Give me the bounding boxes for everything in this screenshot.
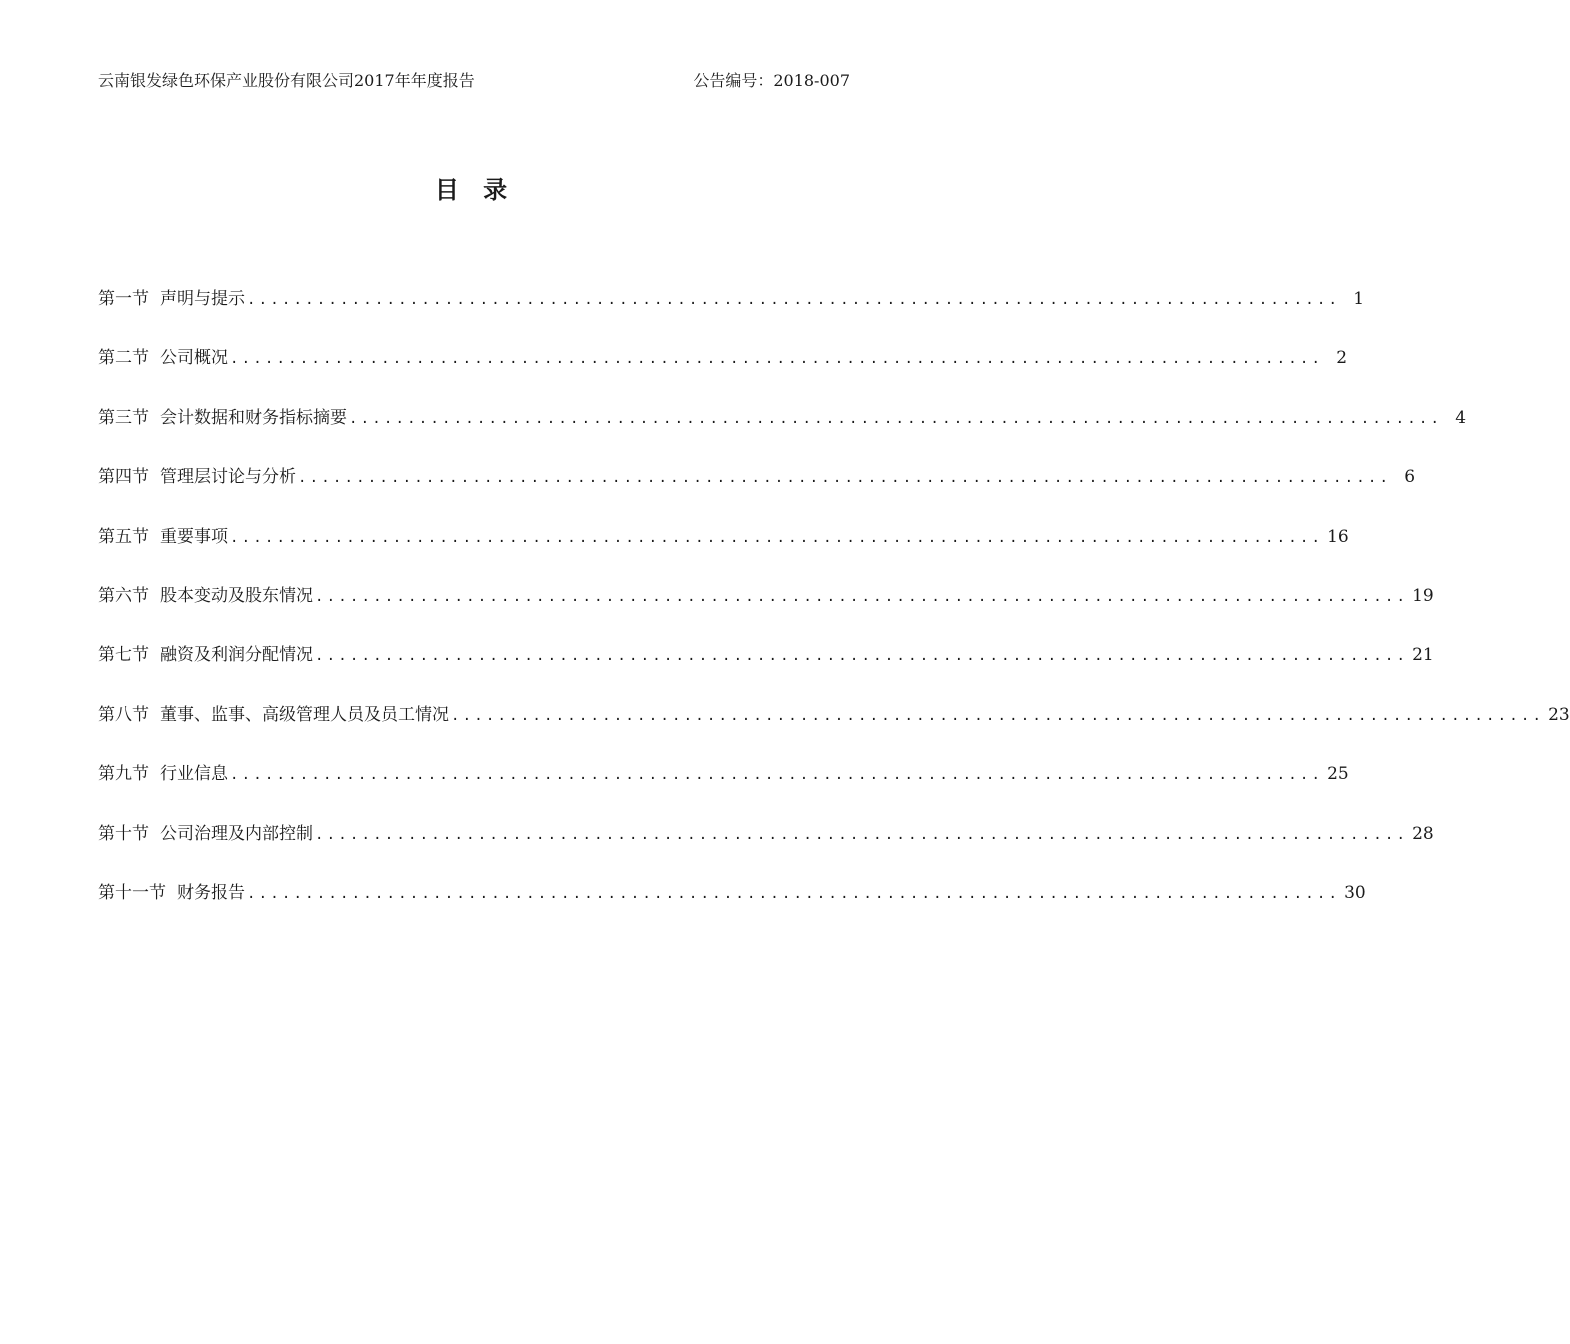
toc-entry-3[interactable] <box>98 400 1467 459</box>
dot-leader: .............................................................................................. <box>247 292 1341 308</box>
page-title: 目 录 <box>434 176 516 204</box>
toc-page-number: 2 <box>1336 348 1348 369</box>
toc-entry-label <box>98 578 313 614</box>
toc-entry-label <box>98 459 296 495</box>
toc-section-title: 公司概况 <box>160 348 228 369</box>
dot-leader: .............................................................................................. <box>298 470 1392 487</box>
toc-entry-label <box>98 400 347 436</box>
toc-entry-label <box>98 637 313 673</box>
toc-section-title: 董事、监事、高级管理人员及员工情况 <box>160 704 449 725</box>
toc-entry-9[interactable] <box>98 756 1349 815</box>
toc-section-title: 行业信息 <box>160 764 228 785</box>
toc-page-number: 30 <box>1344 882 1366 903</box>
toc-entry-8[interactable] <box>98 697 1570 756</box>
toc-page-number: 25 <box>1327 764 1349 785</box>
toc-entry-1[interactable] <box>98 281 1365 340</box>
toc-section-title: 重要事项 <box>160 526 228 547</box>
toc-entry-label <box>98 519 228 555</box>
toc-page-number: 1 <box>1353 289 1365 309</box>
table-of-contents <box>98 281 1570 934</box>
toc-page-number: 23 <box>1548 704 1570 725</box>
announcement-number: 公告编号：2018-007 <box>693 71 850 90</box>
toc-section-title: 融资及利润分配情况 <box>160 645 313 666</box>
toc-section-title: 会计数据和财务指标摘要 <box>160 407 347 428</box>
toc-section-number: 第十节 <box>98 823 149 844</box>
toc-entry-5[interactable] <box>98 519 1349 578</box>
toc-section-title: 公司治理及内部控制 <box>160 823 313 844</box>
toc-section-title: 股本变动及股东情况 <box>160 585 313 606</box>
toc-section-number: 第十一节 <box>98 882 166 903</box>
toc-page-number: 28 <box>1412 823 1434 844</box>
dot-leader: .............................................................................................. <box>349 410 1443 427</box>
toc-entry-10[interactable] <box>98 816 1434 875</box>
toc-entry-label <box>98 340 228 376</box>
dot-leader: .............................................................................................. <box>230 351 1324 368</box>
toc-section-number: 第四节 <box>98 467 149 488</box>
toc-entry-7[interactable] <box>98 637 1434 696</box>
toc-entry-6[interactable] <box>98 578 1434 637</box>
toc-entry-label <box>98 756 228 792</box>
toc-section-number: 第五节 <box>98 526 149 547</box>
toc-section-title: 声明与提示 <box>160 289 245 309</box>
toc-entry-11[interactable] <box>98 875 1366 934</box>
toc-page-number: 16 <box>1327 526 1349 547</box>
toc-page-number: 19 <box>1412 585 1434 606</box>
toc-entry-4[interactable] <box>98 459 1416 518</box>
toc-section-number: 第二节 <box>98 348 149 369</box>
dot-leader: .............................................................................................. <box>230 767 1324 784</box>
dot-leader: .............................................................................................. <box>247 885 1341 902</box>
toc-entry-label <box>98 281 245 317</box>
page-header <box>98 68 850 94</box>
toc-section-number: 第七节 <box>98 645 149 666</box>
toc-section-title: 管理层讨论与分析 <box>160 467 296 488</box>
toc-entry-label <box>98 875 245 911</box>
toc-entry-label <box>98 697 449 733</box>
dot-leader: .............................................................................................. <box>315 588 1409 605</box>
dot-leader: .............................................................................................. <box>230 529 1324 546</box>
toc-section-number: 第八节 <box>98 704 149 725</box>
toc-page-number: 6 <box>1404 467 1416 488</box>
toc-entry-2[interactable] <box>98 340 1348 399</box>
toc-section-number: 第六节 <box>98 585 149 606</box>
dot-leader: .............................................................................................. <box>451 707 1545 724</box>
toc-section-number: 第三节 <box>98 407 149 428</box>
toc-entry-label <box>98 816 313 852</box>
toc-section-title: 财务报告 <box>177 882 245 903</box>
toc-page-number: 4 <box>1455 407 1467 428</box>
dot-leader: .............................................................................................. <box>315 826 1409 843</box>
dot-leader: .............................................................................................. <box>315 648 1409 665</box>
toc-page-number: 21 <box>1412 645 1434 666</box>
toc-section-number: 第一节 <box>98 289 149 309</box>
report-title-header: 云南银发绿色环保产业股份有限公司2017年年度报告 <box>98 71 475 90</box>
toc-section-number: 第九节 <box>98 764 149 785</box>
